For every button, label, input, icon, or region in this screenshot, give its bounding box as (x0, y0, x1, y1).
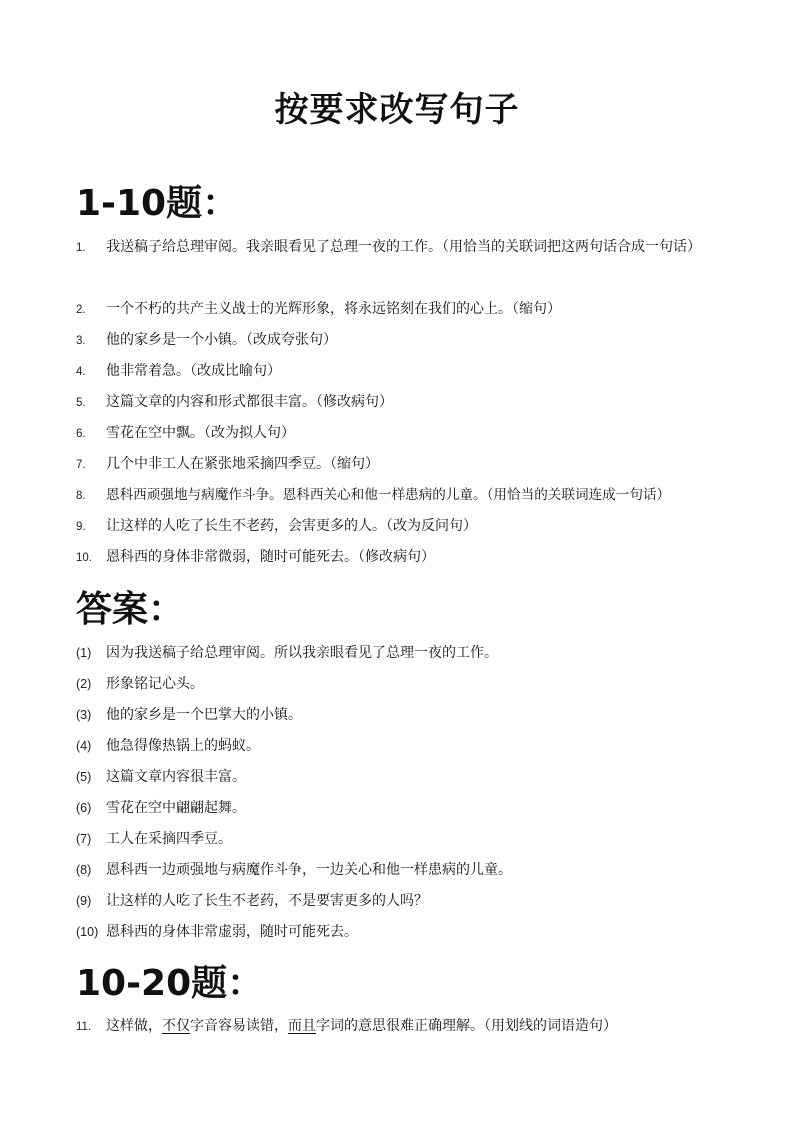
list-item (0, 731, 794, 762)
item-number: (4) (76, 739, 92, 753)
item-number: 11. (76, 1021, 92, 1033)
item-text: 让这样的人吃了长生不老药，不是要害更多的人吗？ (106, 893, 428, 909)
item-number: 7. (76, 459, 86, 471)
list-item (0, 886, 794, 917)
item-number: (10) (76, 925, 99, 939)
item-text: 他急得像热锅上的蚂蚁。 (106, 738, 260, 754)
list-item (0, 511, 794, 542)
section-heading-answers: 答案： (76, 589, 185, 630)
item-text: 让这样的人吃了长生不老药，会害更多的人。（改为反问句） (106, 518, 477, 534)
item-text: 这篇文章的内容和形式都很丰富。（修改病句） (106, 394, 393, 410)
text-segment: 字词的意思很难正确理解。（用划线的词语造句） (316, 1018, 617, 1034)
item-text: 恩科西的身体非常微弱，随时可能死去。（修改病句） (106, 549, 435, 565)
item-text: 雪花在空中翩翩起舞。 (106, 800, 246, 816)
item-number: (2) (76, 677, 92, 691)
item-number: (6) (76, 801, 92, 815)
item-number: (7) (76, 832, 92, 846)
item-text (106, 1011, 746, 1042)
list-item (0, 387, 794, 418)
document-title: 按要求改写句子 (274, 90, 520, 130)
list-item (0, 356, 794, 387)
item-text: 一个不朽的共产主义战士的光辉形象，将永远铭刻在我们的心上。（缩句） (106, 301, 561, 317)
underlined-word: 而且 (288, 1018, 316, 1034)
item-number: 1. (76, 242, 86, 254)
item-text: 几个中非工人在紧张地采摘四季豆。（缩句） (106, 456, 379, 472)
item-number: 6. (76, 428, 86, 440)
item-text: 他的家乡是一个小镇。（改成夸张句） (106, 332, 337, 348)
text-segment: 字音容易读错， (190, 1018, 288, 1034)
list-item (0, 542, 794, 573)
question-list-10-20 (0, 1011, 794, 1042)
list-item (0, 325, 794, 356)
item-number: (5) (76, 770, 92, 784)
list-item (0, 917, 794, 948)
item-text: 形象铭记心头。 (106, 676, 204, 692)
list-item (0, 449, 794, 480)
list-item (0, 793, 794, 824)
item-text: 恩科西一边顽强地与病魔作斗争，一边关心和他一样患病的儿童。 (106, 862, 512, 878)
list-item (0, 232, 794, 294)
list-item (0, 294, 794, 325)
item-number: (3) (76, 708, 92, 722)
list-item (0, 418, 794, 449)
item-number: 4. (76, 366, 86, 378)
list-item (0, 480, 794, 511)
list-item (0, 855, 794, 886)
underlined-word: 不仅 (162, 1018, 190, 1034)
section-heading-questions-1-10: 1-10题： (76, 183, 239, 224)
item-number: 2. (76, 304, 86, 316)
item-number: (9) (76, 894, 92, 908)
item-text: 因为我送稿子给总理审阅。所以我亲眼看见了总理一夜的工作。 (106, 645, 498, 661)
text-segment: 这样做， (106, 1018, 162, 1034)
question-list-1-10 (0, 232, 794, 573)
list-item (0, 700, 794, 731)
list-item (0, 669, 794, 700)
item-number: 5. (76, 397, 86, 409)
item-text: 这篇文章内容很丰富。 (106, 769, 246, 785)
list-item (0, 638, 794, 669)
answer-list (0, 638, 794, 948)
item-text: 恩科西顽强地与病魔作斗争。恩科西关心和他一样患病的儿童。（用恰当的关联词连成一句话） (106, 487, 671, 503)
item-text: 他的家乡是一个巴掌大的小镇。 (106, 707, 302, 723)
list-item (0, 762, 794, 793)
item-number: (8) (76, 863, 92, 877)
list-item (0, 824, 794, 855)
item-text: 他非常着急。（改成比喻句） (106, 363, 281, 379)
item-text: 雪花在空中飘。（改为拟人句） (106, 425, 295, 441)
item-number: 3. (76, 335, 86, 347)
item-text: 工人在采摘四季豆。 (106, 831, 232, 847)
list-item (0, 1011, 794, 1042)
item-text: 我送稿子给总理审阅。我亲眼看见了总理一夜的工作。（用恰当的关联词把这两句话合成一句话） (106, 239, 701, 255)
item-text: 恩科西的身体非常虚弱，随时可能死去。 (106, 924, 358, 940)
item-number: (1) (76, 646, 92, 660)
section-heading-questions-10-20: 10-20题： (76, 963, 264, 1004)
item-number: 8. (76, 490, 86, 502)
item-number: 9. (76, 521, 86, 533)
item-number: 10. (76, 552, 92, 564)
